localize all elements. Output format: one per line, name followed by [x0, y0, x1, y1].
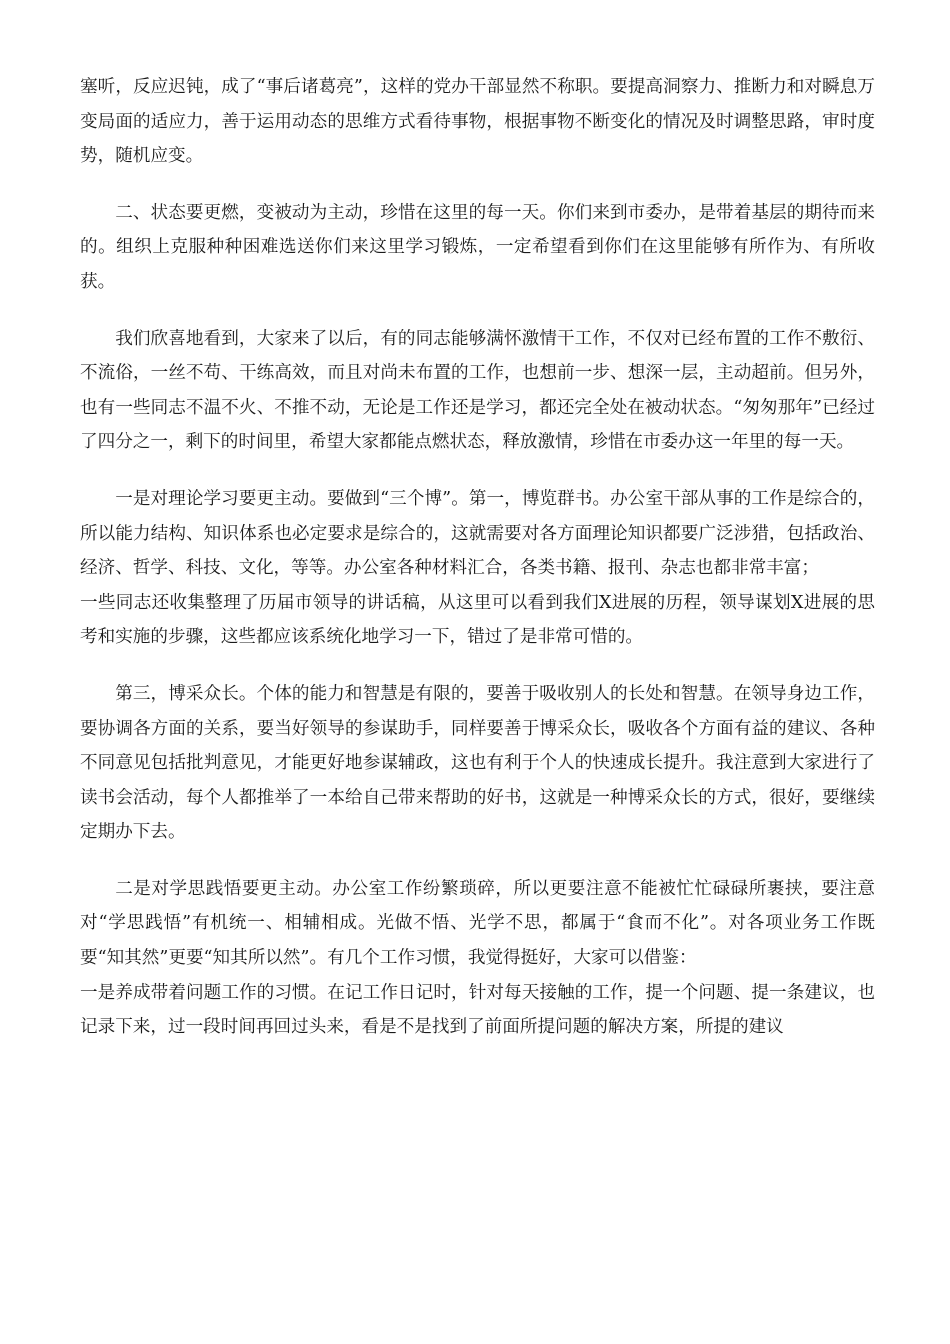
- document-page: [80, 70, 875, 1045]
- paragraph-work-habit: 一是养成带着问题工作的习惯。在记工作日记时，针对每天接触的工作，提一个问题、提一条建议，也记录下来，过一段时间再回过头来，看是不是找到了前面所提问题的解决方案，所提的建议: [80, 982, 875, 1038]
- paragraph-speech-archive: 一些同志还收集整理了历届市领导的讲话稿，从这里可以看到我们X进展的历程，领导谋划X进展的思考和实施的步骤，这些都应该系统化地学习一下，错过了是非常可惜的。: [80, 592, 875, 648]
- paragraph-observation: 我们欣喜地看到，大家来了以后，有的同志能够满怀激情干工作，不仅对已经布置的工作不敷衍、不流俗，一丝不苟、干练高效，而且对尚未布置的工作，也想前一步、想深一层，主动超前。但另外，也有一些同志不温不火、不推不动，无论是工作还是学习，都还完全处在被动状态。“匆匆那年”已经过了四分之一，剩下的时间里，希望大家都能点燃状态，释放激情，珍惜在市委办这一年里的每一天。: [80, 328, 875, 453]
- paragraph-theory-study: 一是对理论学习要更主动。要做到“三个博”。第一，博览群书。办公室干部从事的工作是综合的，所以能力结构、知识体系也必定要求是综合的，这就需要对各方面理论知识都要广泛涉猎，包括政治、经济、哲学、科技、文化，等等。办公室各种材料汇合，各类书籍、报刊、杂志也都非常丰富；: [80, 488, 875, 579]
- paragraph-third-point: 第三，博采众长。个体的能力和智慧是有限的，要善于吸收别人的长处和智慧。在领导身边工作，要协调各方面的关系，要当好领导的参谋助手，同样要善于博采众长，吸收各个方面有益的建议、各种不同意见包括批判意见，才能更好地参谋辅政，这也有利于个人的快速成长提升。我注意到大家进行了读书会活动，每个人都推举了一本给自己带来帮助的好书，这就是一种博采众长的方式，很好，要继续定期办下去。: [80, 683, 875, 843]
- paragraph-learning-practice: 二是对学思践悟要更主动。办公室工作纷繁琐碎，所以更要注意不能被忙忙碌碌所裹挟，要注意对“学思践悟”有机统一、相辅相成。光做不悟、光学不思，都属于“食而不化”。对各项业务工作既要“知其然”更要“知其所以然”。有几个工作习惯，我觉得挺好，大家可以借鉴：: [80, 878, 875, 969]
- paragraph-continuation: 塞听，反应迟钝，成了“事后诸葛亮”，这样的党办干部显然不称职。要提高洞察力、推断力和对瞬息万变局面的适应力，善于运用动态的思维方式看待事物，根据事物不断变化的情况及时调整思路，审时度势，随机应变。: [80, 77, 875, 167]
- paragraph-section-two: 二、状态要更燃，变被动为主动，珍惜在这里的每一天。你们来到市委办，是带着基层的期待而来的。组织上克服种种困难选送你们来这里学习锻炼，一定希望看到你们在这里能够有所作为、有所收获。: [80, 202, 875, 292]
